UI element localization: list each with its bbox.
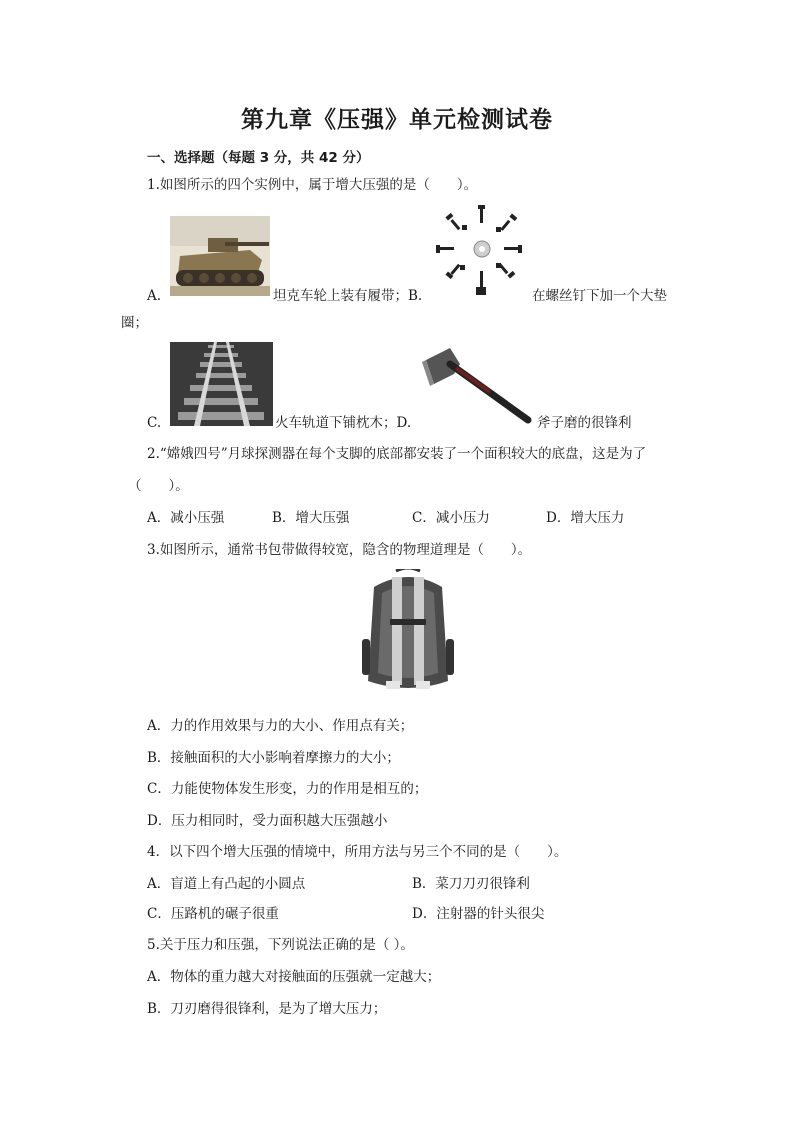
- question-5-stem: 5.关于压力和压强，下列说法正确的是（ ）。: [147, 937, 414, 953]
- q3-option-d: D．压力相同时，受力面积越大压强越小: [147, 813, 388, 829]
- question-2-stem: 2.“嫦娥四号”月球探测器在每个支脚的底部都安装了一个面积较大的底盘，这是为了: [147, 446, 647, 462]
- q2-option-b: B．增大压强: [272, 510, 350, 526]
- screws-image: [432, 203, 532, 299]
- q2-option-c: C．减小压力: [412, 510, 490, 526]
- question-4-stem: 4．以下四个增大压强的情境中，所用方法与另三个不同的是（ ）。: [147, 844, 568, 860]
- q1-option-a-label: A.: [147, 288, 162, 304]
- section-heading: 一、选择题（每题 3 分，共 42 分）: [147, 150, 370, 166]
- question-1-stem: 1.如图所示的四个实例中，属于增大压强的是（ ）。: [147, 177, 478, 193]
- question-3-stem: 3.如图所示，通常书包带做得较宽，隐含的物理道理是（ ）。: [147, 542, 532, 558]
- q1-option-a-text: 坦克车轮上装有履带；B.: [273, 288, 423, 304]
- q1-option-c-label: C.: [147, 415, 162, 431]
- q3-option-a: A．力的作用效果与力的大小、作用点有关；: [147, 718, 414, 734]
- q1-option-c-text: 火车轨道下铺枕木；D.: [275, 415, 412, 431]
- q3-option-c: C．力能使物体发生形变，力的作用是相互的；: [147, 781, 428, 797]
- axe-image: [420, 346, 538, 428]
- page-title: 第九章《压强》单元检测试卷: [241, 107, 553, 133]
- q4-option-c: C．压路机的碾子很重: [147, 906, 279, 922]
- q2-option-d: D．增大压力: [546, 510, 625, 526]
- tank-image: [170, 216, 270, 296]
- q4-option-a: A．盲道上有凸起的小圆点: [147, 876, 306, 892]
- q1-option-b-text: 在螺丝钉下加一个大垫: [532, 288, 667, 304]
- q1-option-d-text: 斧子磨的很锋利: [537, 415, 632, 431]
- backpack-image: [352, 569, 464, 703]
- q4-option-b: B．菜刀刀刃很锋利: [412, 876, 530, 892]
- q5-option-a: A．物体的重力越大对接触面的压强就一定越大；: [147, 969, 441, 985]
- q1-option-b-continued: 圈；: [121, 315, 148, 331]
- q5-option-b: B．刀刃磨得很锋利，是为了增大压力；: [147, 1001, 387, 1017]
- question-2-continued: （ ）。: [128, 478, 189, 494]
- q3-option-b: B．接触面积的大小影响着摩擦力的大小；: [147, 750, 400, 766]
- q4-option-d: D．注射器的针头很尖: [412, 906, 545, 922]
- railway-image: [170, 342, 273, 426]
- q2-option-a: A．减小压强: [147, 510, 225, 526]
